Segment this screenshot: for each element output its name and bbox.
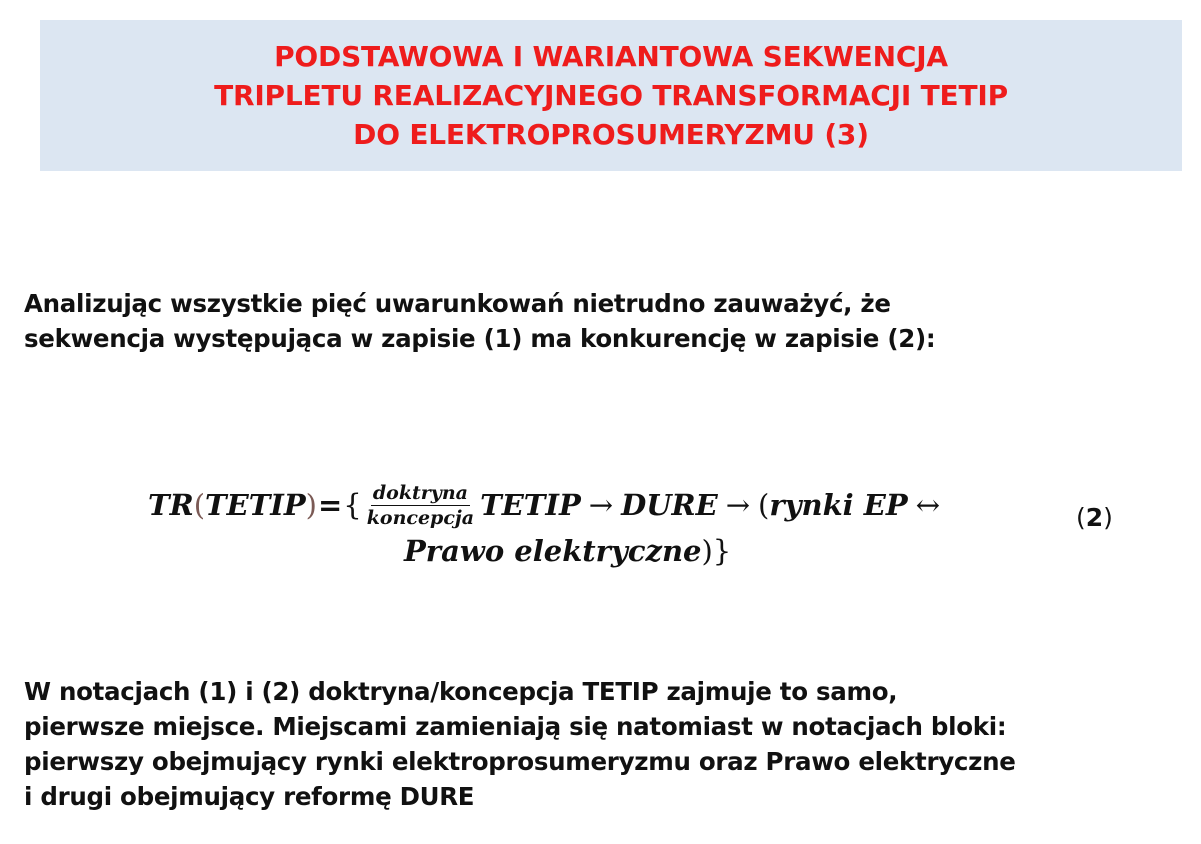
intro-line-2: sekwencja występująca w zapisie (1) ma konkurencję w zapisie (2): (24, 324, 936, 353)
title-banner (40, 20, 1182, 171)
conclusion-line-4: i drugi obejmujący reformę DURE (24, 782, 475, 811)
formula-tr: TR (148, 487, 194, 522)
conclusion-line-3: pierwszy obejmujący rynki elektroprosumeryzmu oraz Prawo elektryczne (24, 747, 1016, 776)
formula-closing: )} (701, 534, 732, 568)
formula-brace-open: { (343, 487, 362, 522)
equation-number-open: ( (1076, 503, 1086, 532)
intro-line-1: Analizując wszystkie pięć uwarunkowań nietrudno zauważyć, że (24, 289, 891, 318)
formula-arrow-2: → (725, 487, 751, 522)
formula-lhs-open-paren: ( (193, 487, 206, 522)
formula-line-2 (404, 534, 731, 568)
formula-fraction (365, 481, 476, 530)
equation-number-close: ) (1103, 503, 1113, 532)
formula-lhs-tetip: TETIP (205, 487, 306, 522)
formula-block (148, 466, 1028, 586)
formula-line-1 (148, 480, 948, 529)
conclusion-line-1: W notacjach (1) i (2) doktryna/koncepcja TETIP zajmuje to samo, (24, 677, 898, 706)
equation-number (1076, 503, 1113, 532)
intro-paragraph (24, 286, 935, 356)
fraction-numerator: doktryna (372, 482, 468, 504)
equation-number-value: 2 (1085, 503, 1104, 532)
title-line-1: PODSTAWOWA I WARIANTOWA SEKWENCJA (274, 40, 948, 73)
formula-term-rynki: rynki EP (769, 487, 908, 522)
fraction-denominator: koncepcja (366, 507, 475, 529)
formula-term-prawo: Prawo elektryczne (404, 534, 702, 568)
title-line-3: DO ELEKTROPROSUMERYZMU (3) (353, 118, 869, 151)
formula-biarrow: ↔ (915, 487, 941, 522)
formula-equals: = (317, 487, 343, 522)
formula-lhs-close-paren: ) (305, 487, 317, 522)
conclusion-paragraph (24, 674, 1016, 814)
formula-term-tetip: TETIP (480, 487, 581, 522)
title-line-2: TRIPLETU REALIZACYJNEGO TRANSFORMACJI TETIP (214, 79, 1008, 112)
conclusion-line-2: pierwsze miejsce. Miejscami zamieniają się natomiast w notacjach bloki: (24, 712, 1007, 741)
formula-arrow-1: → (588, 487, 614, 522)
formula-paren-open: ( (758, 487, 770, 522)
formula-term-dure: DURE (621, 487, 718, 522)
